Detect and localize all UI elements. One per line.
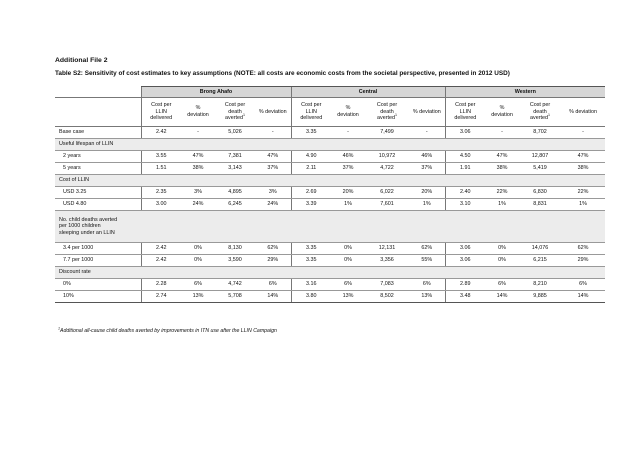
table-cell: 3.39 [291, 199, 331, 211]
table-cell: 24% [181, 199, 215, 211]
table-cell: 37% [331, 163, 365, 175]
header-cost-per-death: Cost per death averted$^1$ [365, 98, 409, 127]
table-cell: 0% [181, 243, 215, 255]
table-cell: 6% [561, 279, 605, 291]
header-pct-deviation: % deviation [255, 98, 291, 127]
table-cell: 10,972 [365, 151, 409, 163]
table-cell: 6,245 [215, 199, 255, 211]
row-5-years: 5 years 1.51 38% 3,143 37% 2.11 37% 4,722 37% 1.91 38% 5,419 38% [55, 163, 605, 175]
header-cost-per-death: Cost per death averted$^1$ [215, 98, 255, 127]
table-cell: 2.35 [141, 187, 181, 199]
row-3-4-per-1000: 3.4 per 1000 2.42 0% 8,130 62% 3.35 0% 12,131 62% 3.06 0% 14,076 62% [55, 243, 605, 255]
table-cell: 1.51 [141, 163, 181, 175]
header-cost-per-death: Cost per death averted$^1$ [519, 98, 561, 127]
table-cell: 62% [561, 243, 605, 255]
table-cell: 20% [409, 187, 445, 199]
table-cell: 13% [331, 291, 365, 303]
table-cell: 1% [561, 199, 605, 211]
table-cell: 3.80 [291, 291, 331, 303]
table-cell: 29% [561, 255, 605, 267]
file-title: Additional File 2 [55, 57, 108, 64]
table-cell: 5,419 [519, 163, 561, 175]
table-cell: 7,381 [215, 151, 255, 163]
table-cell: - [181, 127, 215, 139]
table-cell: 4,742 [215, 279, 255, 291]
table-cell: 1% [485, 199, 519, 211]
group-cost-of-llin: Cost of LLIN [55, 175, 605, 187]
header-pct-deviation: % deviation [409, 98, 445, 127]
table-cell: 3,356 [365, 255, 409, 267]
table-cell: 0% [331, 243, 365, 255]
table-cell: 0% [485, 255, 519, 267]
table-cell: 3.00 [141, 199, 181, 211]
table-cell: 2.28 [141, 279, 181, 291]
table-cell: 7,083 [365, 279, 409, 291]
table-cell: 2.40 [445, 187, 485, 199]
table-cell: 2.74 [141, 291, 181, 303]
table-cell: 29% [255, 255, 291, 267]
table-cell: - [255, 127, 291, 139]
table-cell: 2.42 [141, 243, 181, 255]
sensitivity-table [55, 86, 605, 303]
table-cell: 20% [331, 187, 365, 199]
table-cell: 47% [561, 151, 605, 163]
row-7-7-per-1000: 7.7 per 1000 2.42 0% 3,590 29% 3.35 0% 3,356 55% 3.06 0% 6,215 29% [55, 255, 605, 267]
table-cell: 2.42 [141, 255, 181, 267]
table-cell: 6% [255, 279, 291, 291]
table-cell: 2.42 [141, 127, 181, 139]
region-brong-ahafo: Brong Ahafo [141, 87, 291, 98]
table-cell: 38% [561, 163, 605, 175]
table-cell: 37% [255, 163, 291, 175]
table-cell: 6% [181, 279, 215, 291]
table-cell: 6,022 [365, 187, 409, 199]
table-cell: 12,131 [365, 243, 409, 255]
table-cell: 3.35 [291, 255, 331, 267]
table-cell: 6,215 [519, 255, 561, 267]
table-cell: 6% [331, 279, 365, 291]
table-cell: 6,830 [519, 187, 561, 199]
table-cell: 62% [409, 243, 445, 255]
table-cell: 9,885 [519, 291, 561, 303]
table-cell: 8,502 [365, 291, 409, 303]
header-pct-deviation: % deviation [181, 98, 215, 127]
header-cost-per-llin: Cost per LLIN delivered [141, 98, 181, 127]
table-cell: 8,702 [519, 127, 561, 139]
table-cell: 3% [181, 187, 215, 199]
table-cell: 13% [409, 291, 445, 303]
table-cell: 47% [181, 151, 215, 163]
table-cell: 46% [409, 151, 445, 163]
row-usd-480: USD 4.80 3.00 24% 6,245 24% 3.39 1% 7,601 1% 3.10 1% 8,831 1% [55, 199, 605, 211]
table-cell: 3.06 [445, 243, 485, 255]
table-cell: 3.06 [445, 127, 485, 139]
table-cell: - [409, 127, 445, 139]
table-cell: 7,601 [365, 199, 409, 211]
table-cell: 0% [181, 255, 215, 267]
region-western: Western [445, 87, 605, 98]
table-cell: 46% [331, 151, 365, 163]
region-central: Central [291, 87, 445, 98]
table-cell: 12,807 [519, 151, 561, 163]
subheader-row [55, 98, 605, 127]
header-pct-deviation: % deviation [561, 98, 605, 127]
table-cell: 0% [485, 243, 519, 255]
table-cell: 2.69 [291, 187, 331, 199]
group-discount-rate: Discount rate [55, 267, 605, 279]
table-cell: 3.35 [291, 127, 331, 139]
row-base-case: Base case 2.42 - 5,026 - 3.35 - 7,499 - 3.06 - 8,702 - [55, 127, 605, 139]
table-cell: 8,130 [215, 243, 255, 255]
table-cell: 4,722 [365, 163, 409, 175]
table-cell: 1.91 [445, 163, 485, 175]
table-cell: 3% [255, 187, 291, 199]
footnote: $^1$Additional all-cause child deaths averted by improvements in ITN use after the LLIN Campaign [58, 326, 277, 334]
table-cell: 3.48 [445, 291, 485, 303]
table-cell: 62% [255, 243, 291, 255]
table-cell: 7,499 [365, 127, 409, 139]
header-cost-per-llin: Cost per LLIN delivered [291, 98, 331, 127]
table-cell: 37% [409, 163, 445, 175]
table-cell: 5,708 [215, 291, 255, 303]
table-cell: 38% [485, 163, 519, 175]
table-cell: 6% [485, 279, 519, 291]
table-cell: 47% [255, 151, 291, 163]
header-pct-deviation: % deviation [485, 98, 519, 127]
table-cell: 4,895 [215, 187, 255, 199]
table-cell: 55% [409, 255, 445, 267]
table-cell: 22% [561, 187, 605, 199]
header-cost-per-llin: Cost per LLIN delivered [445, 98, 485, 127]
table-cell: 1% [409, 199, 445, 211]
group-useful-lifespan: Useful lifespan of LLIN [55, 139, 605, 151]
table-cell: 3.55 [141, 151, 181, 163]
table-cell: 3,143 [215, 163, 255, 175]
table-cell: 5,026 [215, 127, 255, 139]
table-cell: 0% [331, 255, 365, 267]
group-child-deaths-averted: No. child deaths averted per 1000 children sleeping under an LLIN [55, 211, 605, 243]
header-pct-deviation: % deviation [331, 98, 365, 127]
table-cell: 2.11 [291, 163, 331, 175]
table-cell: - [331, 127, 365, 139]
table-cell: - [561, 127, 605, 139]
table-cell: 14% [561, 291, 605, 303]
table-cell: 3.06 [445, 255, 485, 267]
region-header-row [55, 87, 605, 98]
table-cell: 3.35 [291, 243, 331, 255]
row-usd-325: USD 3.25 2.35 3% 4,895 3% 2.69 20% 6,022 20% 2.40 22% 6,830 22% [55, 187, 605, 199]
table-cell: 6% [409, 279, 445, 291]
table-cell: 14% [255, 291, 291, 303]
table-cell: - [485, 127, 519, 139]
table-cell: 38% [181, 163, 215, 175]
row-discount-10: 10% 2.74 13% 5,708 14% 3.80 13% 8,502 13% 3.48 14% 9,885 14% [55, 291, 605, 303]
table-cell: 3.10 [445, 199, 485, 211]
table-cell: 13% [181, 291, 215, 303]
table-cell: 14% [485, 291, 519, 303]
table-cell: 8,831 [519, 199, 561, 211]
table-cell: 3,590 [215, 255, 255, 267]
table-cell: 8,210 [519, 279, 561, 291]
table-cell: 3.16 [291, 279, 331, 291]
row-2-years: 2 years 3.55 47% 7,381 47% 4.90 46% 10,972 46% 4.50 47% 12,807 47% [55, 151, 605, 163]
table-cell: 22% [485, 187, 519, 199]
table-cell: 4.50 [445, 151, 485, 163]
table-cell: 1% [331, 199, 365, 211]
table-cell: 4.90 [291, 151, 331, 163]
table-cell: 24% [255, 199, 291, 211]
row-discount-0: 0% 2.28 6% 4,742 6% 3.16 6% 7,083 6% 2.89 6% 8,210 6% [55, 279, 605, 291]
table-title: Table S2: Sensitivity of cost estimates to key assumptions (NOTE: all costs are economic costs from the societal perspective, presented in 2012 USD) [55, 70, 510, 77]
table-cell: 47% [485, 151, 519, 163]
table-cell: 2.89 [445, 279, 485, 291]
table-cell: 14,076 [519, 243, 561, 255]
